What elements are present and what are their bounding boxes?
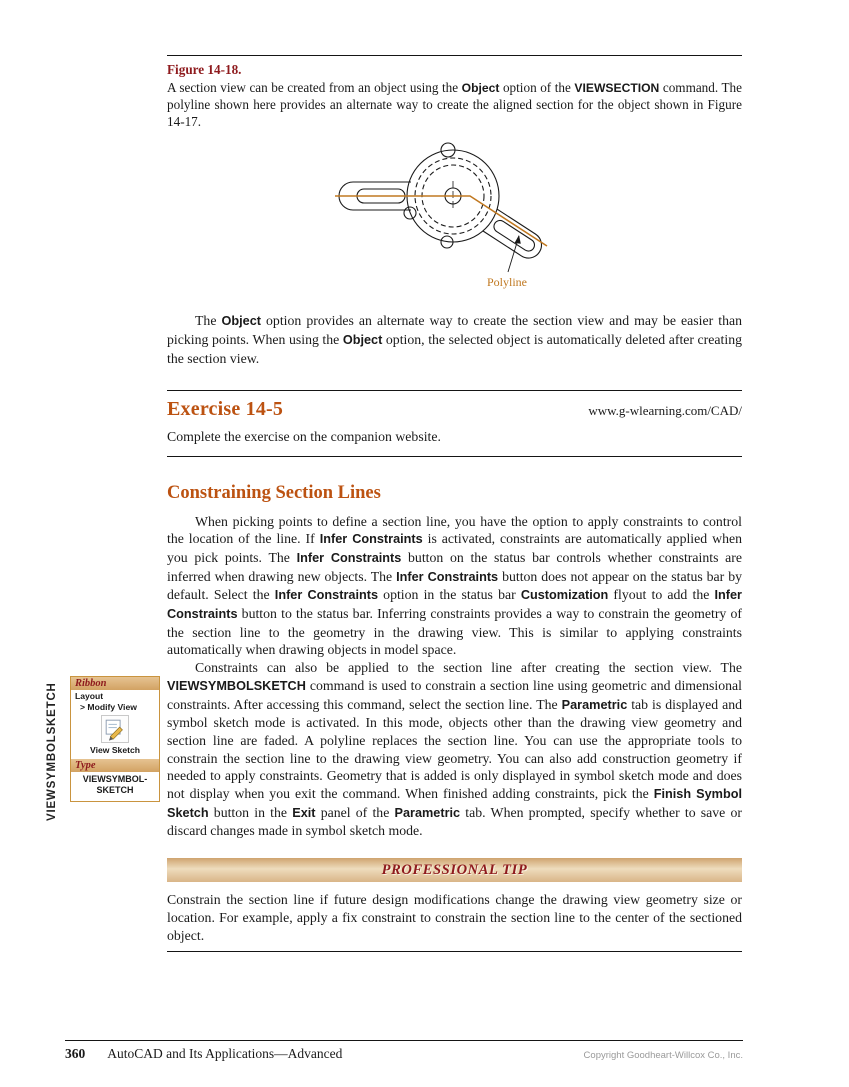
page-number: 360 [65, 1046, 86, 1061]
constraints-paragraph-1: When picking points to define a section line, you have the option to apply constraints to control the location of the line. If Infer Constraints is activated, constraints are automatically applied when you pick points. The Infer Constraints button on the status bar controls whether constraints are inferred when drawing new objects. The Infer Constraints button does not appear on the status bar by default. Select the Infer Constraints option in the status bar Customization flyout to add the Infer Constraints button to the status bar. Inferring constraints provides a way to constrain the geometry of the section line to the geometry in the drawing view. This is similar to applying constraints automatically when drawing objects in model space. [167, 513, 743, 658]
ribbon-modify-view-label: > Modify View [80, 702, 137, 712]
command-name [71, 772, 159, 801]
object-option-paragraph: The Object option provides an alternate way to create the section view and may be easier than picking points. When using the Object option, the selected object is automatically deleted after creating the section view. [167, 313, 742, 366]
command-name-line2: SKETCH [96, 785, 134, 795]
figure-label: Figure 14-18. [167, 62, 242, 77]
constraints-paragraph-2: Constraints can also be applied to the section line after creating the section view. The VIEWSYMBOLSKETCH command is used to constrain a section line using geometric and dimensional constraints. After accessing this command, select the section line. The Parametric tab is displayed and symbol sketch mode is activated. In this mode, objects other than the drawing view geometry and section line are faded. A polyline replaces the section line. You can use the appropriate tools to constrain the section line to the drawing view geometry. You can also add construction geometry if needed to apply constraints. Geometry that is added is only displayed in symbol sketch mode and does not display when you exit the command. When finished adding constraints, pick the Finish Symbol Sketch button in the Exit panel of the Parametric tab. When prompted, specify whether to save or discard changes made in symbol sketch mode. [167, 660, 743, 839]
exercise-url: www.g-wlearning.com/CAD/ [588, 402, 742, 418]
exercise-title: Exercise 14-5 [167, 397, 284, 420]
gasket-outline [339, 143, 546, 263]
figure-caption: A section view can be created from an object using the Object option of the VIEWSECTION command. The polyline shown here provides an alternate way to create the aligned section for the object shown in Figure 14-17. [167, 80, 742, 129]
ribbon-reference-box [70, 676, 160, 802]
main-column [167, 0, 742, 952]
section-heading: Constraining Section Lines [167, 482, 381, 503]
figure-art [167, 136, 742, 296]
rule-top [167, 55, 742, 56]
view-sketch-icon-wrap [71, 712, 159, 744]
exercise-block [167, 390, 742, 457]
exercise-instruction: Complete the exercise on the companion website. [167, 428, 441, 444]
exercise-rule-top [167, 390, 742, 391]
margin-command-label: VIEWSYMBOLSKETCH [46, 682, 58, 822]
view-sketch-label: View Sketch [90, 745, 140, 755]
professional-tip-banner: PROFESSIONAL TIP [167, 858, 742, 882]
ribbon-header: Ribbon [71, 677, 159, 690]
polyline-callout-arrowhead [515, 235, 521, 244]
exercise-rule-bottom [167, 456, 742, 457]
book-title: AutoCAD and Its Applications—Advanced [107, 1046, 343, 1061]
professional-tip-body: Constrain the section line if future design modifications change the drawing view geometry size or location. For example, apply a fix constraint to constrain the section line to the center of the sectioned object. [167, 892, 742, 943]
copyright-notice: Copyright Goodheart-Willcox Co., Inc. [583, 1050, 743, 1061]
view-sketch-icon [101, 715, 129, 743]
tip-rule-bottom [167, 951, 742, 952]
lower-right-arm [483, 209, 547, 263]
ribbon-layout-label: Layout [75, 691, 104, 701]
type-header: Type [71, 759, 159, 772]
page-footer [65, 1040, 743, 1062]
exercise-header [167, 398, 742, 421]
command-name-line1: VIEWSYMBOL- [82, 774, 148, 784]
gasket-drawing [295, 136, 595, 296]
polyline-callout-label: Polyline [487, 275, 528, 290]
